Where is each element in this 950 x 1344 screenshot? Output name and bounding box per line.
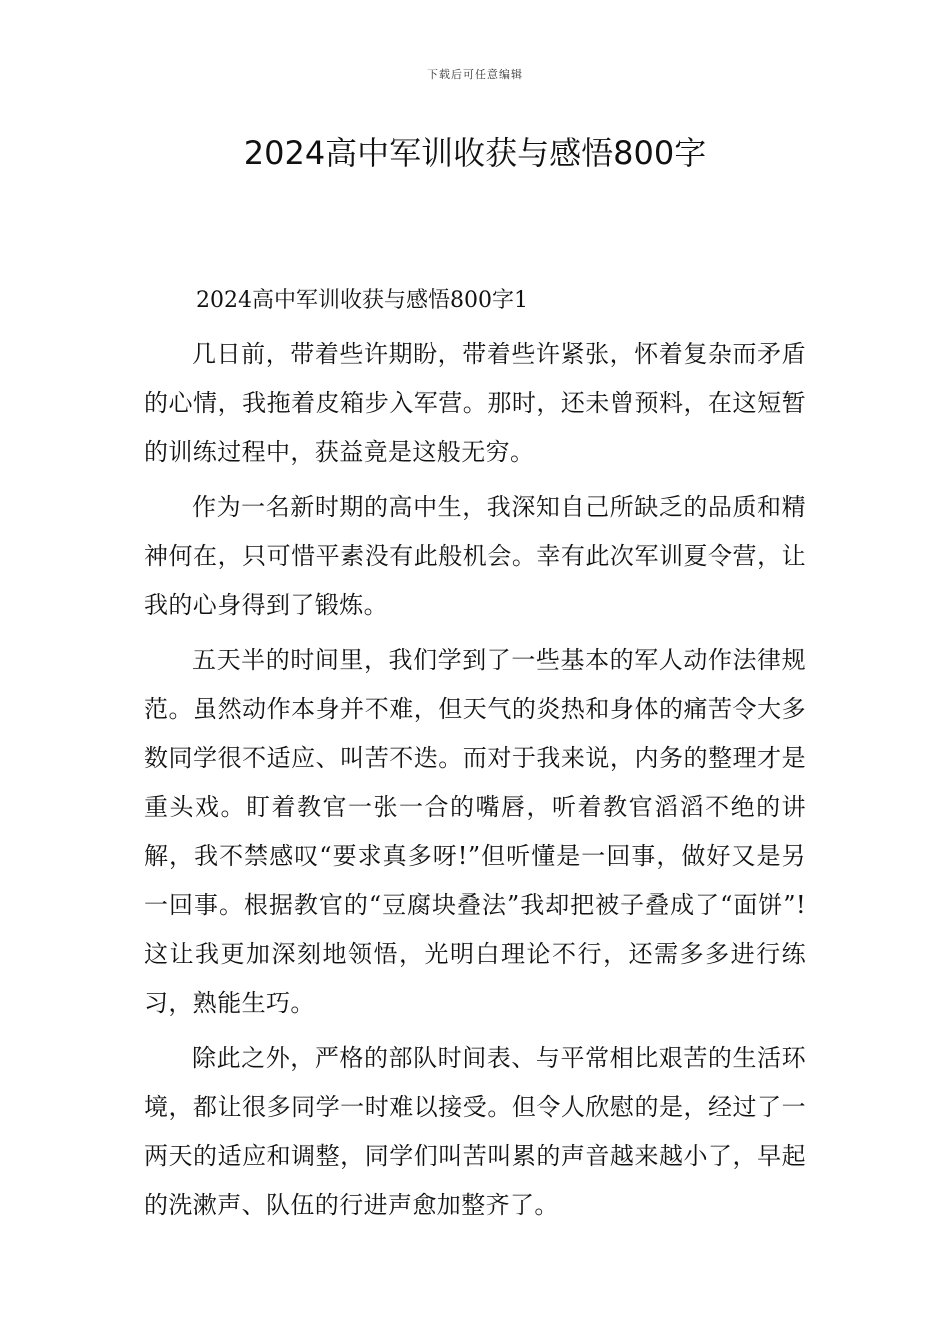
paragraph-4: 除此之外，严格的部队时间表、与平常相比艰苦的生活环境，都让很多同学一时难以接受。但令人欣慰的是，经过了一两天的适应和调整，同学们叫苦叫累的声音越来越小了，早起的洗漱声、队伍的行进声愈加整齐了。 (144, 1044, 806, 1219)
paragraph-2: 作为一名新时期的高中生，我深知自己所缺乏的品质和精神何在，只可惜平素没有此般机会。幸有此次军训夏令营，让我的心身得到了锻炼。 (144, 493, 806, 619)
document-subtitle: 2024高中军训收获与感悟800字1 (196, 288, 528, 313)
paragraph-1: 几日前，带着些许期盼，带着些许紧张，怀着复杂而矛盾的心情，我拖着皮箱步入军营。那时，还未曾预料，在这短暂的训练过程中，获益竟是这般无穷。 (144, 340, 806, 466)
document-title: 2024高中军训收获与感悟800字 (243, 134, 707, 172)
header-note: 下载后可任意编辑 (427, 68, 523, 81)
paragraph-3: 五天半的时间里，我们学到了一些基本的军人动作法律规范。虽然动作本身并不难，但天气的炎热和身体的痛苦令大多数同学很不适应、叫苦不迭。而对于我来说，内务的整理才是重头戏。盯着教官一张一合的嘴唇，听着教官滔滔不绝的讲解，我不禁感叹“要求真多呀!”但听懂是一回事，做好又是另一回事。根据教官的“豆腐块叠法”我却把被子叠成了“面饼”!这让我更加深刻地领悟，光明白理论不行，还需多多进行练习，熟能生巧。 (144, 646, 806, 1017)
document-body (144, 278, 806, 1236)
